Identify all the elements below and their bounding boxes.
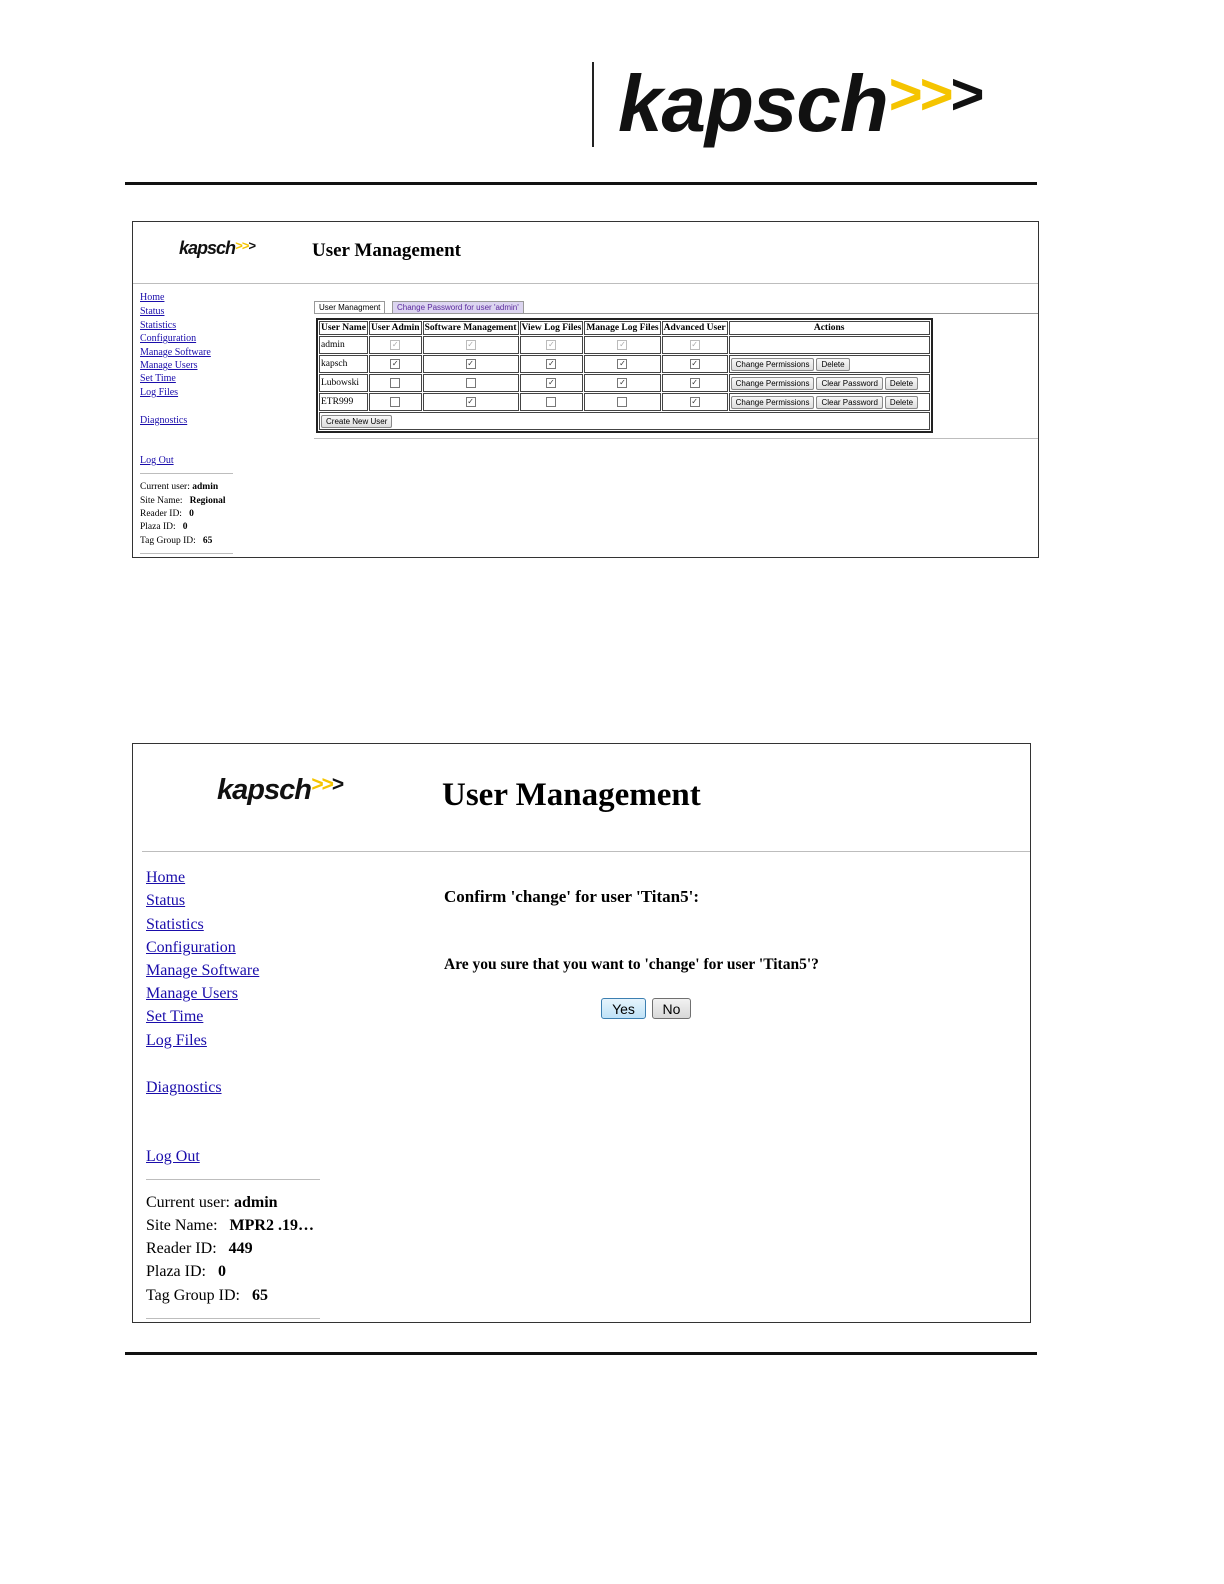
nav-diagnostics[interactable]: Diagnostics — [146, 1079, 222, 1096]
app-logo: kapsch>>> — [217, 773, 342, 806]
change-permissions-button[interactable]: Change Permissions — [731, 377, 815, 390]
view-log-files-checkbox[interactable]: ✓ — [548, 358, 555, 368]
view-log-files-checkbox: ✓ — [548, 339, 555, 349]
user-admin-checkbox[interactable] — [390, 397, 400, 407]
col-advanced-user: Advanced User — [663, 323, 726, 333]
col-view-log-files: View Log Files — [521, 323, 582, 333]
create-new-user-button[interactable]: Create New User — [321, 415, 392, 428]
user-name-cell: kapsch — [319, 355, 368, 373]
table-row — [319, 355, 930, 373]
manage-log-files-checkbox: ✓ — [619, 339, 626, 349]
clear-password-button[interactable]: Clear Password — [816, 396, 882, 409]
tag-group-id: Tag Group ID: 65 — [146, 1287, 268, 1304]
user-admin-checkbox: ✓ — [391, 339, 399, 349]
nav-diagnostics[interactable]: Diagnostics — [140, 415, 188, 426]
logo-wordmark: kapsch — [618, 59, 888, 148]
advanced-user-checkbox[interactable]: ✓ — [691, 396, 698, 406]
table-row — [319, 374, 930, 392]
header-divider — [592, 62, 594, 147]
yes-button[interactable]: Yes — [601, 998, 646, 1019]
tab-change-password[interactable]: Change Password for user 'admin' — [392, 301, 524, 314]
table-row — [319, 393, 930, 411]
nav-configuration[interactable]: Configuration — [140, 333, 197, 344]
delete-button[interactable]: Delete — [816, 358, 849, 371]
manage-log-files-checkbox[interactable]: ✓ — [619, 377, 626, 387]
sidebar-divider — [140, 473, 233, 474]
page-title: User Management — [442, 777, 701, 813]
plaza-id: Plaza ID: 0 — [140, 522, 188, 532]
col-software-management: Software Management — [424, 323, 517, 333]
actions-cell — [729, 336, 930, 354]
users-table — [316, 318, 933, 433]
delete-button[interactable]: Delete — [885, 377, 918, 390]
view-log-files-checkbox[interactable] — [546, 397, 556, 407]
nav-manage-users[interactable]: Manage Users — [140, 360, 198, 371]
table-footer-row — [319, 412, 930, 430]
confirm-heading: Confirm 'change' for user 'Titan5': — [444, 887, 699, 906]
no-button[interactable]: No — [652, 998, 691, 1019]
reader-id: Reader ID: 0 — [140, 509, 194, 519]
nav-statistics[interactable]: Statistics — [140, 320, 177, 331]
software-management-checkbox[interactable]: ✓ — [467, 358, 474, 368]
actions-cell — [729, 393, 930, 411]
kapsch-logo — [618, 54, 980, 154]
software-management-checkbox[interactable] — [466, 378, 476, 388]
col-manage-log-files: Manage Log Files — [586, 323, 659, 333]
sidebar-divider-bottom — [140, 553, 233, 554]
site-name: Site Name: MPR2 .19… — [146, 1217, 314, 1234]
nav-set-time[interactable]: Set Time — [146, 1008, 204, 1025]
change-permissions-button[interactable]: Change Permissions — [731, 358, 815, 371]
user-admin-checkbox[interactable] — [390, 378, 400, 388]
screenshot-confirm-change — [132, 743, 1031, 1323]
sidebar-divider — [146, 1179, 320, 1180]
user-admin-checkbox[interactable]: ✓ — [391, 358, 399, 368]
advanced-user-checkbox: ✓ — [691, 339, 698, 349]
users-table-body — [319, 336, 930, 411]
table-row — [319, 336, 930, 354]
advanced-user-checkbox[interactable]: ✓ — [691, 358, 698, 368]
actions-cell — [729, 374, 930, 392]
header-divider — [133, 283, 1039, 284]
nav-status[interactable]: Status — [146, 892, 186, 909]
confirm-question: Are you sure that you want to 'change' for user 'Titan5'? — [444, 956, 819, 973]
nav-home[interactable]: Home — [140, 292, 165, 303]
manage-log-files-checkbox[interactable] — [617, 397, 627, 407]
col-user-name: User Name — [321, 323, 366, 333]
sidebar-divider-bottom — [146, 1318, 320, 1319]
header-divider — [142, 851, 1031, 852]
user-name-cell: admin — [319, 336, 368, 354]
col-user-admin: User Admin — [370, 323, 420, 333]
header-rule — [125, 182, 1037, 185]
site-name: Site Name: Regional — [140, 496, 226, 506]
content-divider — [314, 438, 1039, 439]
plaza-id: Plaza ID: 0 — [146, 1263, 226, 1280]
delete-button[interactable]: Delete — [885, 396, 918, 409]
view-log-files-checkbox[interactable]: ✓ — [548, 377, 555, 387]
change-permissions-button[interactable]: Change Permissions — [731, 396, 815, 409]
nav-manage-software[interactable]: Manage Software — [140, 347, 211, 358]
nav-status[interactable]: Status — [140, 306, 165, 317]
reader-id: Reader ID: 449 — [146, 1240, 253, 1257]
software-management-checkbox[interactable]: ✓ — [467, 396, 474, 406]
page-title: User Management — [312, 240, 461, 261]
nav-manage-users[interactable]: Manage Users — [146, 985, 238, 1002]
nav-manage-software[interactable]: Manage Software — [146, 962, 260, 979]
nav-log-files[interactable]: Log Files — [140, 387, 179, 398]
tab-underline — [314, 313, 1039, 314]
actions-cell — [729, 355, 930, 373]
logo-chevrons: >>> — [887, 62, 981, 127]
nav-configuration[interactable]: Configuration — [146, 939, 236, 956]
table-header-row — [319, 321, 930, 335]
tab-user-management[interactable]: User Managment — [314, 301, 385, 314]
current-user: Current user: admin — [146, 1194, 278, 1211]
footer-rule — [125, 1352, 1037, 1355]
user-name-cell: Lubowski — [319, 374, 368, 392]
tag-group-id: Tag Group ID: 65 — [140, 536, 213, 546]
app-logo: kapsch>>> — [179, 238, 255, 258]
nav-log-files[interactable]: Log Files — [146, 1032, 207, 1049]
nav-statistics[interactable]: Statistics — [146, 916, 204, 933]
screenshot-user-management-list — [132, 221, 1039, 558]
nav-set-time[interactable]: Set Time — [140, 373, 176, 384]
col-actions: Actions — [729, 321, 930, 335]
current-user: Current user: admin — [140, 482, 219, 492]
software-management-checkbox: ✓ — [467, 339, 474, 349]
user-name-cell: ETR999 — [319, 393, 368, 411]
nav-log-out[interactable]: Log Out — [140, 455, 174, 466]
advanced-user-checkbox[interactable]: ✓ — [691, 377, 698, 387]
nav-log-out[interactable]: Log Out — [146, 1148, 200, 1165]
manage-log-files-checkbox[interactable]: ✓ — [619, 358, 626, 368]
nav-home[interactable]: Home — [146, 869, 186, 886]
clear-password-button[interactable]: Clear Password — [816, 377, 882, 390]
